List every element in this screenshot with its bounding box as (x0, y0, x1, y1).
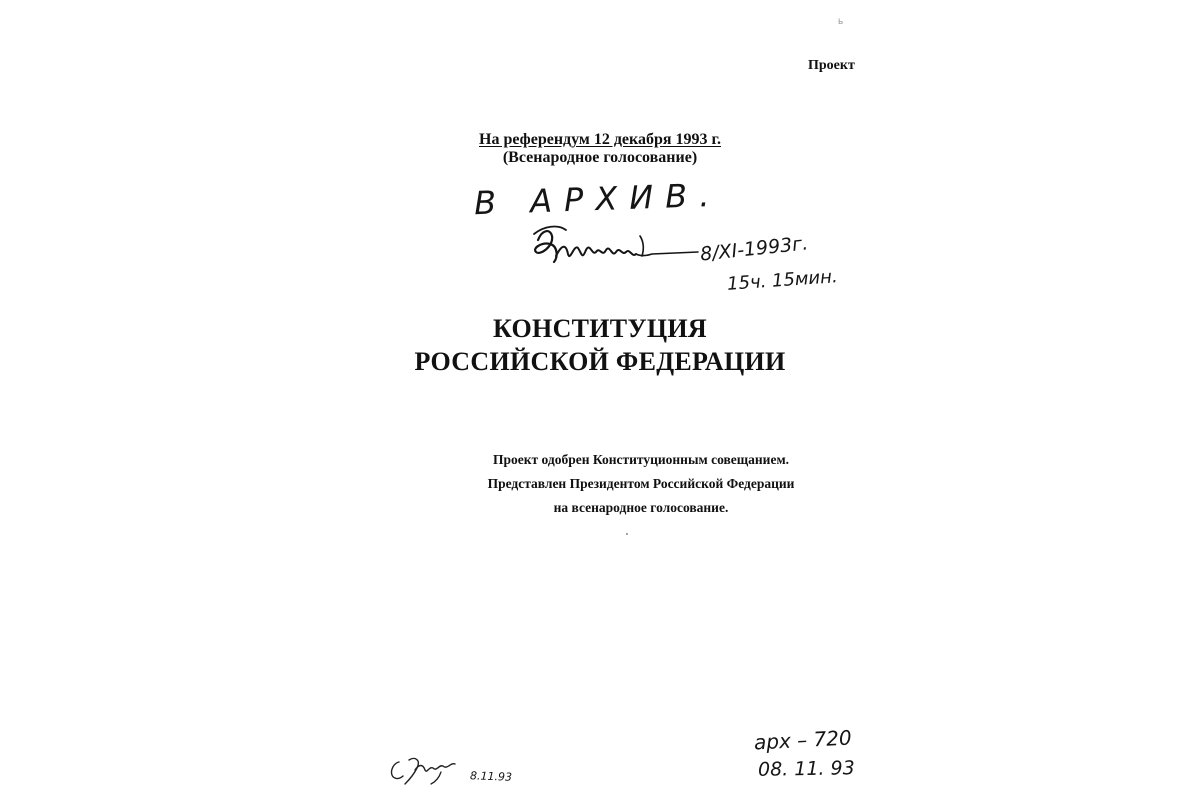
document-title (0, 312, 1200, 378)
referendum-heading (0, 131, 1200, 167)
handwritten-date: 8/XI-1993г. (699, 232, 810, 266)
approval-note-line-1: Проект одобрен Конституционным совещанием. (492, 452, 790, 467)
corner-mark: ь (838, 16, 844, 27)
handwritten-bottom-left-date: 8.11.93 (469, 769, 513, 784)
handwritten-archive-number: арх – 720 (753, 725, 853, 755)
approval-note-line-3: на всенародное голосование. (553, 500, 729, 515)
title-line-constitution: КОНСТИТУЦИЯ (493, 314, 707, 343)
referendum-vote-line: (Всенародное голосование) (502, 149, 698, 166)
signature-main (528, 222, 703, 274)
referendum-date-line: На референдум 12 декабря 1993 г. (479, 131, 721, 148)
project-label: Проект (808, 58, 855, 73)
approval-note-line-2: Представлен Президентом Российской Федерации (487, 476, 795, 491)
handwritten-archive-date: 08. 11. 93 (757, 757, 855, 781)
signature-bottom-left (385, 752, 465, 788)
scan-speck (626, 533, 628, 535)
handwritten-time: 15ч. 15мин. (726, 266, 839, 295)
handwritten-archive-note: В АРХИВ. (473, 175, 722, 223)
title-line-federation: РОССИЙСКОЙ ФЕДЕРАЦИИ (414, 347, 786, 376)
approval-note (0, 448, 1200, 520)
